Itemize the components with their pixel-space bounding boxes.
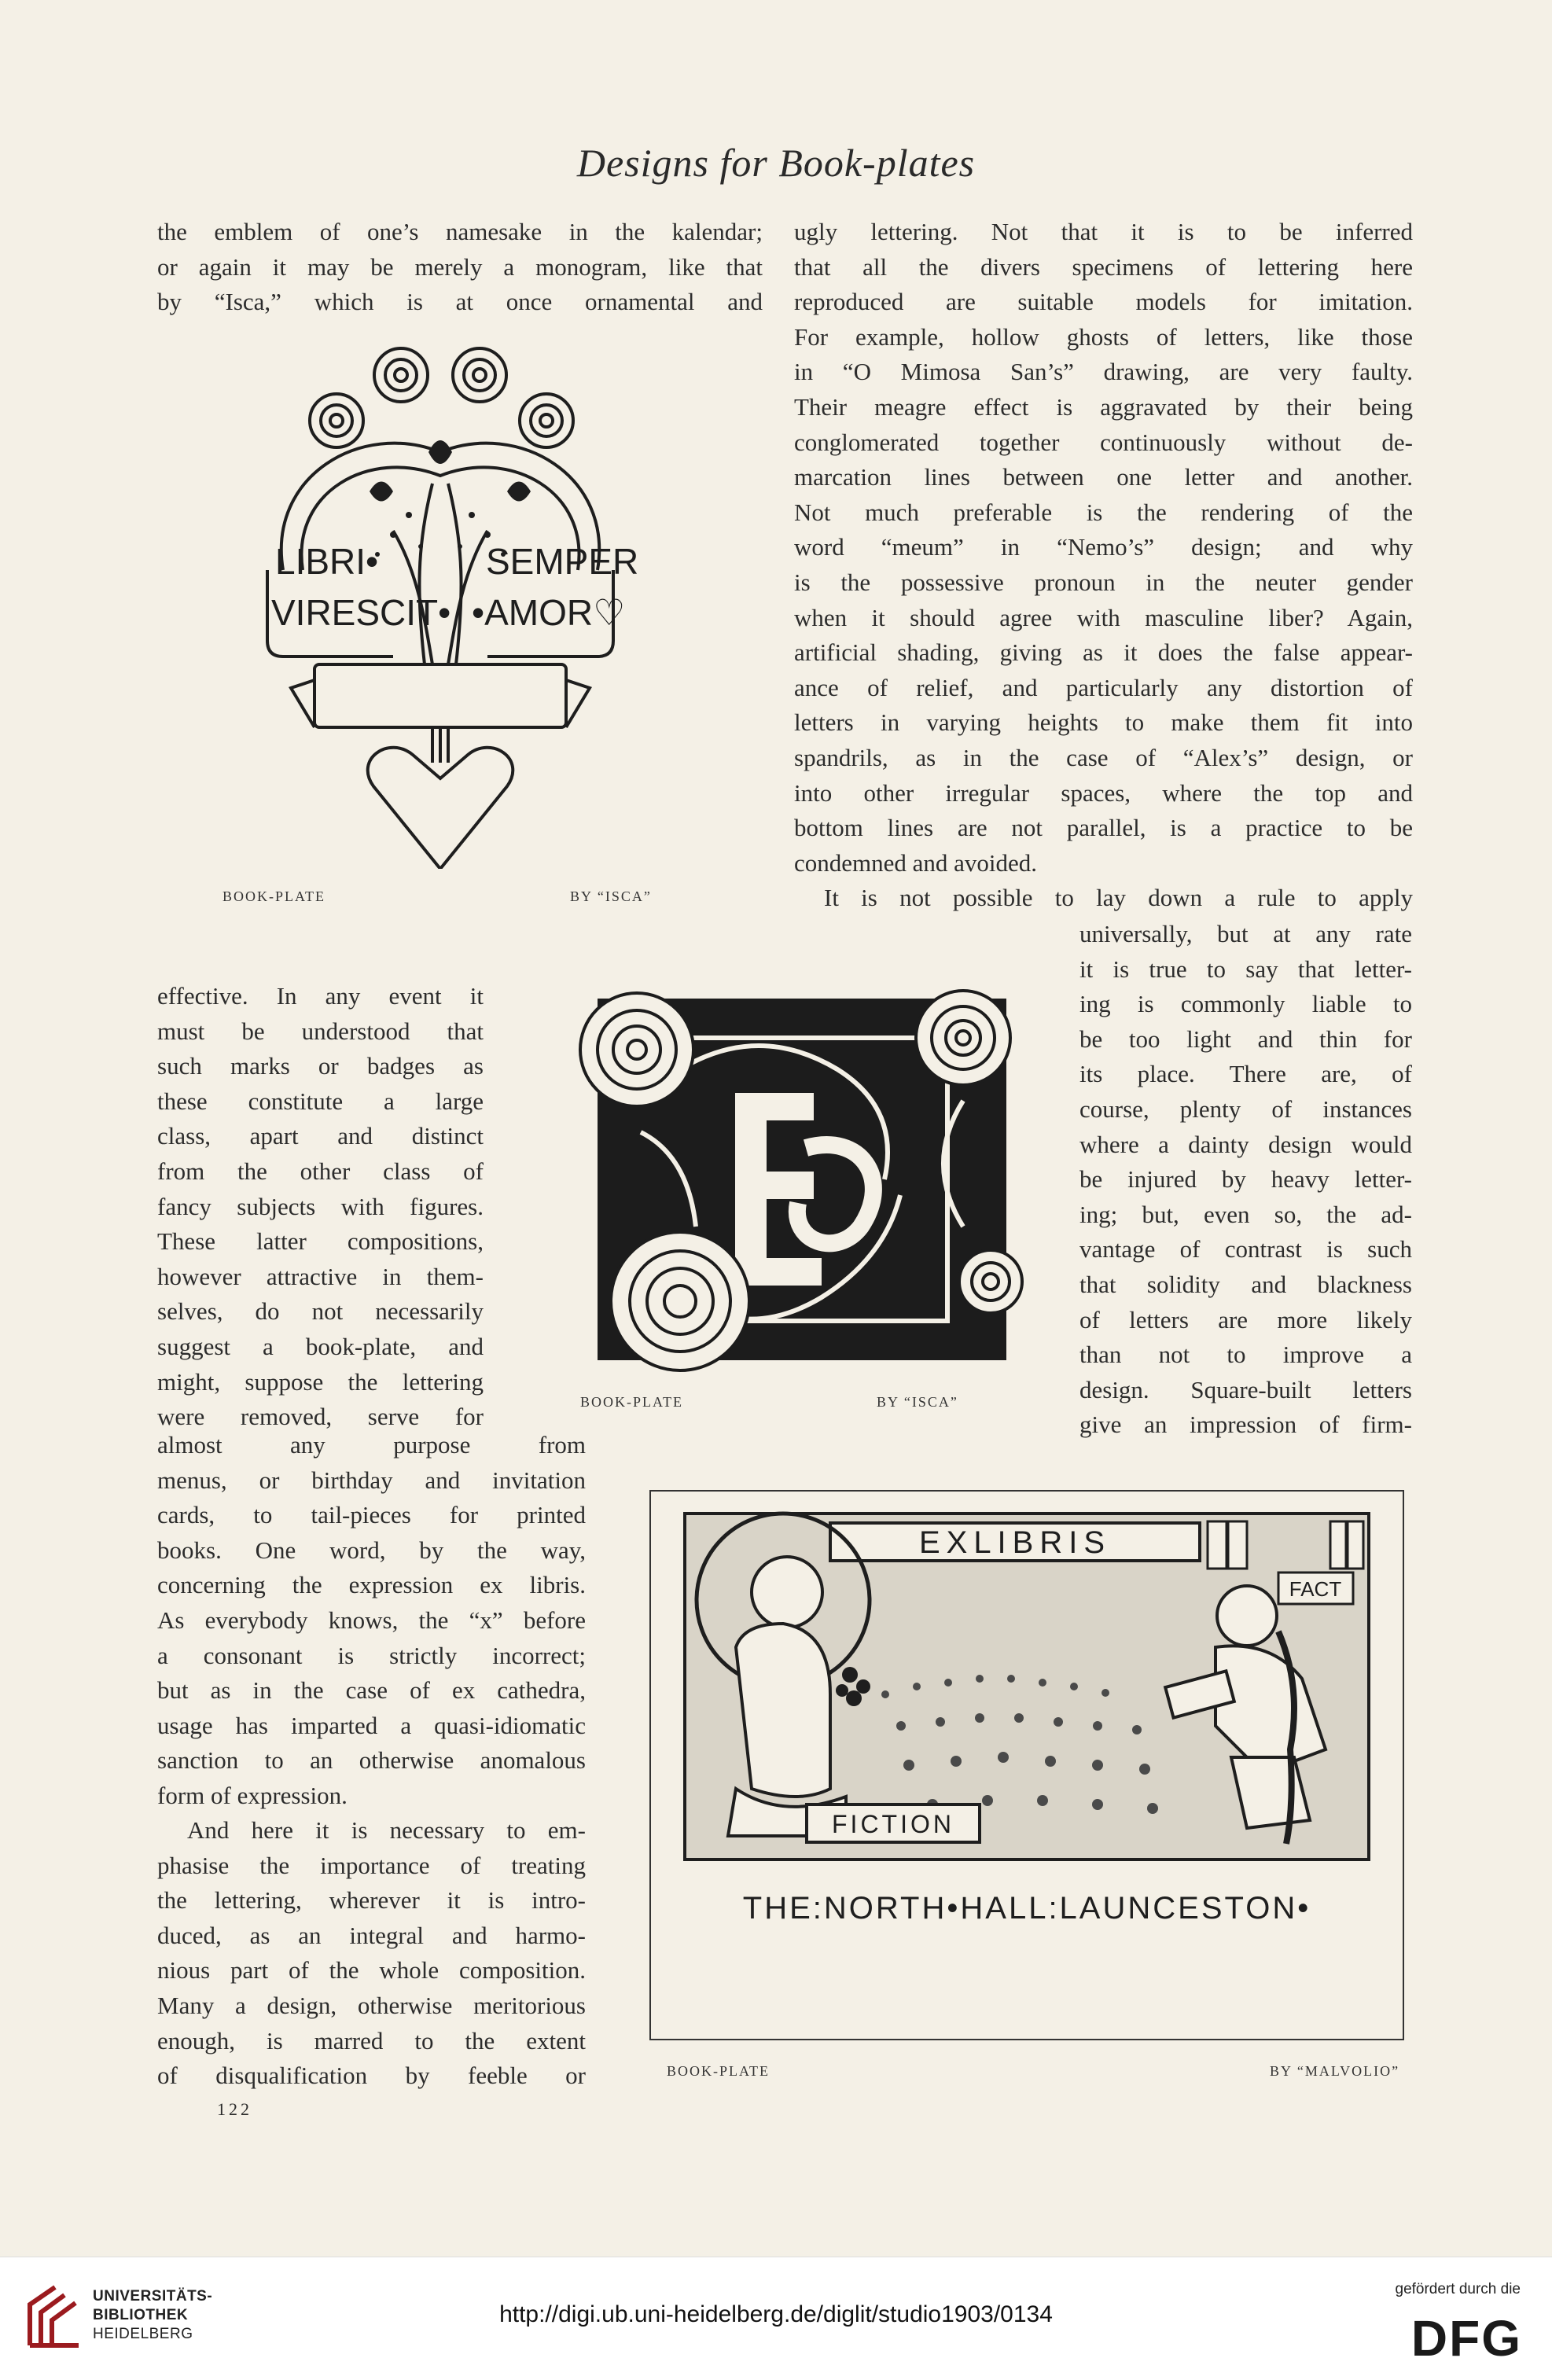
text-line: nious part of the whole composition. bbox=[157, 1956, 586, 1985]
book-label-fact: FACT bbox=[1289, 1577, 1342, 1601]
text-line: suggest a book-plate, and bbox=[157, 1332, 484, 1360]
text-line: the lettering, wherever it is intro- bbox=[157, 1886, 586, 1915]
text-line: artificial shading, giving as it does the false appear- bbox=[794, 638, 1413, 667]
text-line: must be understood that bbox=[157, 1017, 484, 1045]
text-line: form of expression. bbox=[157, 1781, 348, 1809]
fig3-caption-right: BY “MALVOLIO” bbox=[1270, 2063, 1400, 2079]
fig2-caption-left: BOOK-PLATE bbox=[580, 1394, 683, 1410]
text-line: of disqualification by feeble or bbox=[157, 2062, 586, 2090]
text-line: sanction to an otherwise anomalous bbox=[157, 1746, 586, 1775]
text-line: marcation lines between one letter and another. bbox=[794, 463, 1413, 491]
text-line: almost any purpose from bbox=[157, 1431, 586, 1459]
text-line: cards, to tail-pieces for printed bbox=[157, 1501, 586, 1529]
text-line: class, apart and distinct bbox=[157, 1122, 484, 1150]
left-column-paragraph-3 bbox=[157, 1813, 586, 2094]
text-line: books. One word, by the way, bbox=[157, 1536, 586, 1564]
text-line: than not to improve a bbox=[1079, 1341, 1412, 1369]
emblem-text-virescit: VIRESCIT• bbox=[271, 592, 451, 633]
text-line: phasise the importance of treating bbox=[157, 1851, 586, 1879]
library-name-line-2: BIBLIOTHEK bbox=[93, 2307, 189, 2323]
text-line: menus, or birthday and invitation bbox=[157, 1466, 586, 1494]
left-column-bottom bbox=[157, 1428, 586, 1814]
text-line: spandrils, as in the case of “Alex’s” design, or bbox=[794, 743, 1413, 771]
text-line: effective. In any event it bbox=[157, 982, 484, 1010]
text-line: that all the divers specimens of lettering here bbox=[794, 252, 1413, 281]
text-line: Many a design, otherwise meritorious bbox=[157, 1991, 586, 2019]
text-line: These latter compositions, bbox=[157, 1227, 484, 1256]
left-column-narrow bbox=[157, 979, 484, 1435]
text-line: And here it is necessary to em- bbox=[187, 1816, 586, 1844]
text-line: the emblem of one’s namesake in the kalendar; bbox=[157, 218, 763, 245]
bookplate-isca-monogram bbox=[554, 975, 1042, 1384]
left-column-top bbox=[157, 215, 763, 320]
text-line: these constitute a large bbox=[157, 1087, 484, 1115]
fig1-caption-left: BOOK-PLATE bbox=[223, 888, 325, 904]
text-line: however attractive in them- bbox=[157, 1262, 484, 1290]
text-line: give an impression of firm- bbox=[1079, 1411, 1412, 1439]
text-line: might, suppose the lettering bbox=[157, 1367, 484, 1396]
text-line: ing is commonly liable to bbox=[1079, 990, 1412, 1018]
text-line: when it should agree with masculine liber? Again, bbox=[794, 603, 1413, 631]
dfg-logo: DFG bbox=[1410, 2310, 1522, 2367]
text-line: its place. There are, of bbox=[1079, 1060, 1412, 1088]
right-column-narrow bbox=[1079, 917, 1412, 1443]
text-line: course, plenty of instances bbox=[1079, 1094, 1412, 1123]
text-line: be injured by heavy letter- bbox=[1079, 1165, 1412, 1194]
permalink-url[interactable]: http://digi.ub.uni-heidelberg.de/diglit/studio1903/0134 bbox=[499, 2301, 1053, 2327]
text-line: into other irregular spaces, where the top and bbox=[794, 778, 1413, 807]
emblem-text-semper: SEMPER bbox=[486, 541, 639, 582]
emblem-text-libri: LIBRI• bbox=[275, 541, 379, 582]
text-line: conglomerated together continuously without de- bbox=[794, 428, 1413, 456]
bookplate-inscription: THE:NORTH•HALL:LAUNCESTON• bbox=[742, 1891, 1311, 1926]
text-line: For example, hollow ghosts of letters, like those bbox=[794, 322, 1413, 351]
text-line: such marks or badges as bbox=[157, 1052, 484, 1080]
text-line: bottom lines are not parallel, is a practice to be bbox=[794, 814, 1413, 842]
text-line: ugly lettering. Not that it is to be inferred bbox=[794, 218, 1413, 245]
text-line: it is true to say that letter- bbox=[1079, 955, 1412, 983]
text-line: condemned and avoided. bbox=[794, 848, 1038, 877]
text-line: design. Square-built letters bbox=[1079, 1375, 1412, 1403]
text-line: letters in varying heights to make them fit into bbox=[794, 708, 1413, 737]
text-line: It is not possible to lay down a rule to apply bbox=[824, 884, 1413, 912]
right-column-top bbox=[794, 215, 1413, 916]
text-line: ing; but, even so, the ad- bbox=[1079, 1200, 1412, 1228]
bookplate-isca-emblem bbox=[236, 334, 676, 869]
library-name-line-1: UNIVERSITÄTS- bbox=[93, 2288, 213, 2305]
text-line: reproduced are suitable models for imitation. bbox=[794, 288, 1413, 316]
text-line: fancy subjects with figures. bbox=[157, 1192, 484, 1220]
text-line: concerning the expression ex libris. bbox=[157, 1571, 586, 1599]
funder-label: gefördert durch die bbox=[1395, 2281, 1521, 2297]
text-line: enough, is marred to the extent bbox=[157, 2026, 586, 2054]
text-line: a consonant is strictly incorrect; bbox=[157, 1641, 586, 1669]
text-line: where a dainty design would bbox=[1079, 1130, 1412, 1158]
book-label-fiction: FICTION bbox=[832, 1810, 954, 1838]
page-number: 122 bbox=[217, 2099, 252, 2119]
figure-bookplate-malvolio bbox=[649, 1490, 1404, 2040]
digitization-footer bbox=[0, 2257, 1552, 2380]
text-line: usage has imparted a quasi-idiomatic bbox=[157, 1711, 586, 1739]
emblem-text-amor: •AMOR♡ bbox=[472, 592, 626, 633]
library-name-line-3: HEIDELBERG bbox=[93, 2326, 193, 2342]
text-line: from the other class of bbox=[157, 1157, 484, 1185]
text-line: be too light and thin for bbox=[1079, 1024, 1412, 1053]
text-line: universally, but at any rate bbox=[1079, 920, 1412, 947]
text-line: or again it may be merely a monogram, like that bbox=[157, 252, 763, 281]
text-line: Not much preferable is the rendering of the bbox=[794, 498, 1413, 526]
text-line: by “Isca,” which is at once ornamental and bbox=[157, 288, 763, 316]
text-line: As everybody knows, the “x” before bbox=[157, 1606, 586, 1634]
text-line: is the possessive pronoun in the neuter gender bbox=[794, 568, 1413, 596]
running-head: Designs for Book-plates bbox=[576, 141, 976, 185]
text-line: were removed, serve for bbox=[157, 1403, 484, 1431]
exlibris-banner: EXLIBRIS bbox=[918, 1525, 1112, 1560]
fig3-caption-left: BOOK-PLATE bbox=[667, 2063, 770, 2079]
text-line: of letters are more likely bbox=[1079, 1305, 1412, 1333]
text-line: ance of relief, and particularly any distortion of bbox=[794, 673, 1413, 701]
figure-bookplate-isca-2 bbox=[554, 975, 1042, 1384]
text-line: vantage of contrast is such bbox=[1079, 1235, 1412, 1264]
bookplate-malvolio bbox=[649, 1490, 1404, 2040]
text-line: in “O Mimosa San’s” drawing, are very faulty. bbox=[794, 358, 1413, 386]
text-line: word “meum” in “Nemo’s” design; and why bbox=[794, 533, 1413, 561]
figure-bookplate-isca-1 bbox=[236, 334, 676, 869]
fig2-caption-right: BY “ISCA” bbox=[877, 1394, 958, 1410]
text-line: but as in the case of ex cathedra, bbox=[157, 1676, 586, 1705]
text-line: duced, as an integral and harmo- bbox=[157, 1921, 586, 1949]
fig1-caption-right: BY “ISCA” bbox=[570, 888, 652, 904]
text-line: that solidity and blackness bbox=[1079, 1270, 1412, 1298]
text-line: selves, do not necessarily bbox=[157, 1297, 484, 1326]
text-line: Their meagre effect is aggravated by their being bbox=[794, 392, 1413, 421]
